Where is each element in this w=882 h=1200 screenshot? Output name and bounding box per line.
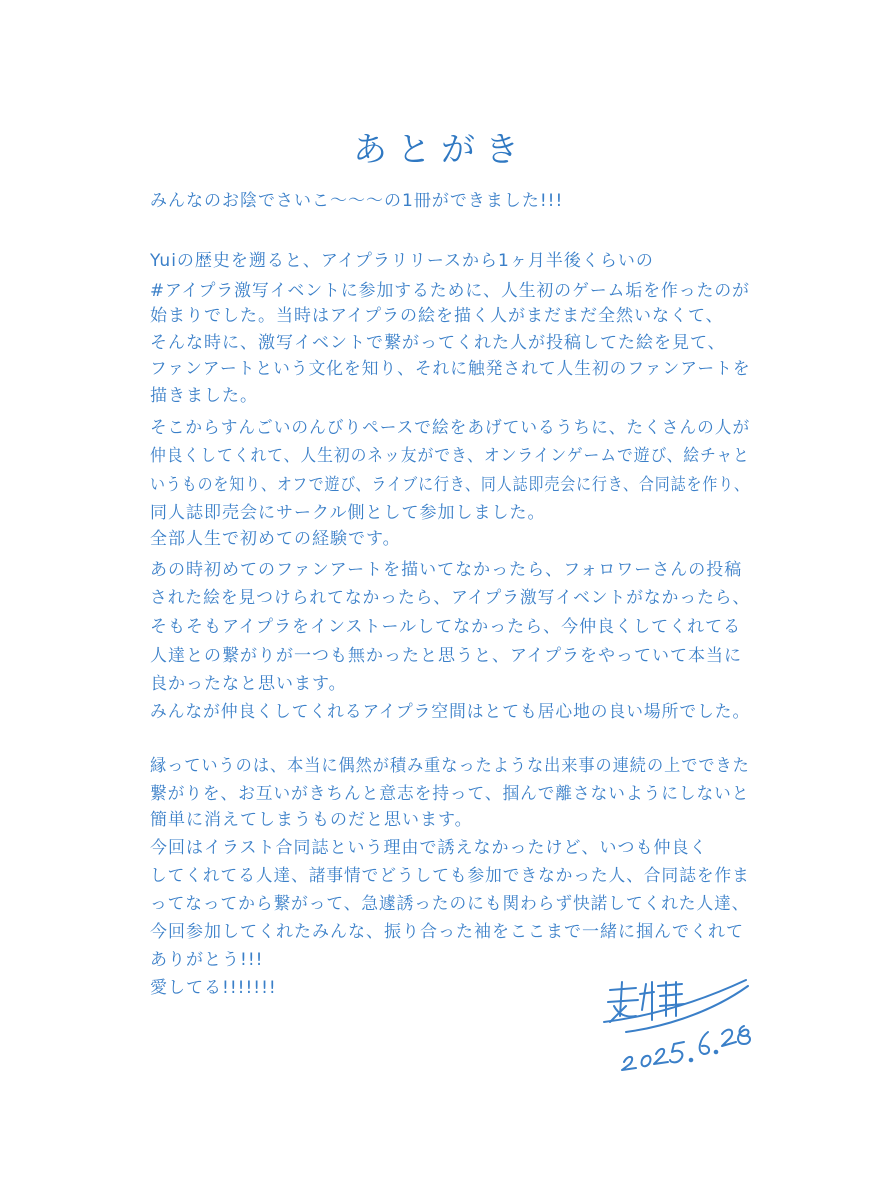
page-title: あとがき xyxy=(353,130,529,170)
text-line: ファンアートという文化を知り、それに触発されて人生初のファンアートを xyxy=(150,359,751,379)
text-line: 良かったなと思います。 xyxy=(150,674,347,694)
text-line: 始まりでした。当時はアイプラの絵を描く人がまだまだ全然いなくて、 xyxy=(150,306,724,326)
text-line: そもそもアイプラをインストールしてなかったら、今仲良くしてくれてる xyxy=(150,617,742,637)
text-line: 人達との繋がりが一つも無かったと思うと、アイプラをやっていて本当に xyxy=(150,646,742,666)
text-line: 仲良くしてくれて、人生初のネッ友ができ、オンラインゲームで遊び、絵チャと xyxy=(150,446,750,466)
text-line: 簡単に消えてしまうものだと思います。 xyxy=(150,810,473,830)
text-line: 描きました。 xyxy=(150,386,258,406)
text-line: 繋がりを、お互いがきちんと意志を持って、掴んで離さないようにしないと xyxy=(150,784,750,804)
signature xyxy=(596,976,766,1076)
text-line: 今回参加してくれたみんな、振り合った袖をここまで一緒に掴んでくれて xyxy=(150,922,744,942)
text-line: あの時初めてのファンアートを描いてなかったら、フォロワーさんの投稿 xyxy=(150,560,743,580)
text-line: 今回はイラスト合同誌という理由で誘えなかったけど、いつも仲良く xyxy=(150,838,708,858)
text-line: Yuiの歴史を遡ると、アイプラリリースから1ヶ月半後くらいの xyxy=(150,251,654,271)
text-line: された絵を見つけられてなかったら、アイプラ激写イベントがなかったら、 xyxy=(150,588,751,608)
text-line: みんなが仲良くしてくれるアイプラ空間はとても居心地の良い場所でした。 xyxy=(150,702,751,722)
text-line: 愛してる!!!!!!! xyxy=(150,978,277,998)
text-line: 縁っていうのは、本当に偶然が積み重なったような出来事の連続の上でできた xyxy=(150,756,750,776)
signature-mark xyxy=(596,976,766,1076)
text-line: そんな時に、激写イベントで繋がってくれた人が投稿してた絵を見て、 xyxy=(150,333,726,353)
text-line: そこからすんごいのんびりペースで絵をあげているうちに、たくさんの人が xyxy=(150,418,751,438)
text-line: してくれてる人達、諸事情でどうしても参加できなかった人、合同誌を作ま xyxy=(150,866,750,886)
text-line: #アイプラ激写イベントに参加するために、人生初のゲーム垢を作ったのが xyxy=(150,281,750,301)
text-line: 同人誌即売会にサークル側として参加しました。 xyxy=(150,503,546,523)
text-line: ありがとう!!! xyxy=(150,950,264,970)
text-line: 全部人生で初めての経験です。 xyxy=(150,529,401,549)
text-line: ってなってから繋がって、急遽誘ったのにも関わらず快諾してくれた人達、 xyxy=(150,894,750,914)
text-line: いうものを知り、オフで遊び、ライブに行き、同人誌即売会に行き、合同誌を作り、 xyxy=(150,475,750,495)
text-line: みんなのお陰でさいこ〜〜〜の1冊ができました!!! xyxy=(150,191,564,211)
